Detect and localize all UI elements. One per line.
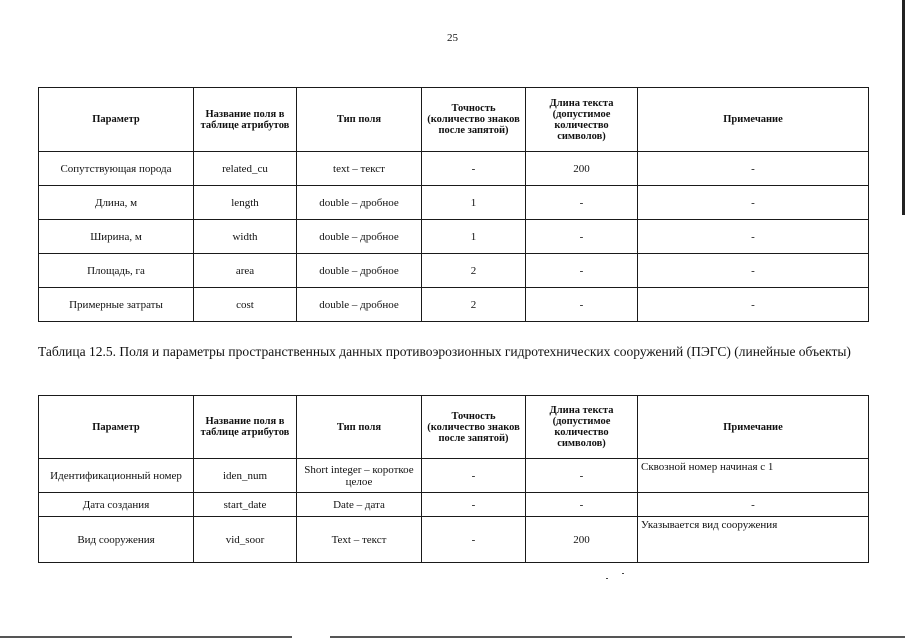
cell-note: - — [638, 493, 869, 517]
cell-field-type: double – дробное — [297, 220, 422, 254]
cell-precision: - — [422, 517, 526, 563]
table-header-row — [39, 396, 869, 459]
cell-text-length: - — [526, 459, 638, 493]
header-precision: Точность (количество знаков после запятой) — [422, 88, 526, 152]
header-field-type: Тип поля — [297, 396, 422, 459]
cell-precision: 2 — [422, 288, 526, 322]
cell-precision: 2 — [422, 254, 526, 288]
header-parameter: Параметр — [39, 88, 194, 152]
cell-text-length: 200 — [526, 152, 638, 186]
cell-parameter: Ширина, м — [39, 220, 194, 254]
table-row — [39, 517, 869, 563]
page-number: 25 — [447, 32, 458, 44]
header-field-name: Название поля в таблице атрибутов — [194, 88, 297, 152]
header-parameter: Параметр — [39, 396, 194, 459]
cell-field-type: double – дробное — [297, 254, 422, 288]
table-row — [39, 288, 869, 322]
cell-precision: - — [422, 493, 526, 517]
cell-field-name: width — [194, 220, 297, 254]
cell-precision: - — [422, 152, 526, 186]
cell-parameter: Вид сооружения — [39, 517, 194, 563]
cell-note: - — [638, 220, 869, 254]
cell-note: Сквозной номер начиная с 1 — [638, 459, 869, 493]
header-field-type: Тип поля — [297, 88, 422, 152]
table-row — [39, 493, 869, 517]
cell-precision: 1 — [422, 186, 526, 220]
header-note: Примечание — [638, 396, 869, 459]
cell-note: - — [638, 254, 869, 288]
header-field-name: Название поля в таблице атрибутов — [194, 396, 297, 459]
table-row — [39, 459, 869, 493]
cell-note: - — [638, 186, 869, 220]
pegs-attributes-table — [38, 395, 869, 563]
cell-field-type: text – текст — [297, 152, 422, 186]
cell-text-length: - — [526, 220, 638, 254]
cell-field-name: related_cu — [194, 152, 297, 186]
scan-bottom-rule — [330, 636, 905, 638]
cell-field-name: cost — [194, 288, 297, 322]
table-row — [39, 152, 869, 186]
cell-field-type: double – дробное — [297, 186, 422, 220]
cell-field-name: area — [194, 254, 297, 288]
table-row — [39, 220, 869, 254]
cell-parameter: Площадь, га — [39, 254, 194, 288]
cell-precision: - — [422, 459, 526, 493]
cell-text-length: - — [526, 254, 638, 288]
cell-parameter: Идентификационный номер — [39, 459, 194, 493]
cell-field-type: double – дробное — [297, 288, 422, 322]
cell-note: - — [638, 288, 869, 322]
cell-parameter: Дата создания — [39, 493, 194, 517]
cell-field-name: vid_soor — [194, 517, 297, 563]
scan-speck — [606, 578, 608, 579]
table-row — [39, 186, 869, 220]
cell-text-length: - — [526, 288, 638, 322]
cell-note: - — [638, 152, 869, 186]
cell-parameter: Длина, м — [39, 186, 194, 220]
cell-field-type: Date – дата — [297, 493, 422, 517]
header-precision: Точность (количество знаков после запятой) — [422, 396, 526, 459]
scan-bottom-rule — [0, 636, 292, 638]
cell-note: Указывается вид сооружения — [638, 517, 869, 563]
cell-precision: 1 — [422, 220, 526, 254]
cell-parameter: Сопутствующая порода — [39, 152, 194, 186]
header-note: Примечание — [638, 88, 869, 152]
attributes-table-continued — [38, 87, 869, 322]
header-text-length: Длина текста (допустимое количество символов) — [526, 88, 638, 152]
cell-text-length: 200 — [526, 517, 638, 563]
cell-field-type: Short integer – короткое целое — [297, 459, 422, 493]
table-caption: Таблица 12.5. Поля и параметры пространственных данных противоэрозионных гидротехнических сооружений (ПЭГС) (линейные объекты) — [38, 344, 851, 359]
cell-text-length: - — [526, 493, 638, 517]
header-text-length: Длина текста (допустимое количество символов) — [526, 396, 638, 459]
cell-field-type: Text – текст — [297, 517, 422, 563]
table-row — [39, 254, 869, 288]
cell-field-name: length — [194, 186, 297, 220]
scan-speck — [622, 573, 624, 574]
cell-field-name: iden_num — [194, 459, 297, 493]
table-header-row — [39, 88, 869, 152]
cell-text-length: - — [526, 186, 638, 220]
cell-parameter: Примерные затраты — [39, 288, 194, 322]
cell-field-name: start_date — [194, 493, 297, 517]
